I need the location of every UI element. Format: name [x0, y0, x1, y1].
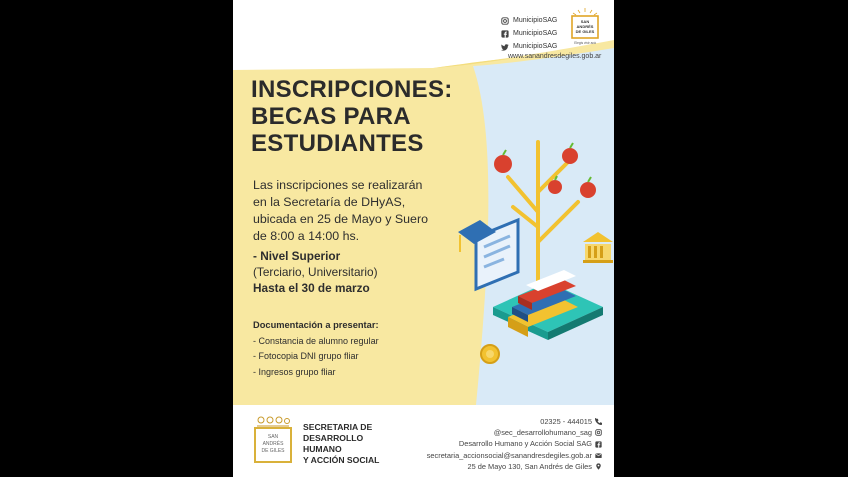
address-text: 25 de Mayo 130, San Andrés de Giles — [467, 461, 592, 471]
logo-line-1: SAN — [580, 19, 590, 24]
twitter-link[interactable] — [501, 40, 557, 53]
footer-logo — [253, 416, 293, 464]
monitor-icon — [458, 220, 518, 289]
secretaria-line-1: SECRETARIA DE — [303, 422, 373, 432]
instagram-contact-text: @sec_desarrollohumano_sag — [493, 428, 592, 438]
website-link[interactable]: www.sanandresdegiles.gob.ar — [508, 53, 602, 60]
secretaria-line-3: HUMANO — [303, 444, 342, 454]
logo-line-2: ANDRÉS — [576, 24, 594, 29]
instagram-icon — [595, 429, 602, 436]
phone-icon — [595, 418, 602, 425]
info-line-4: de 8:00 a 14:00 hs. — [253, 229, 360, 243]
secretaria-name — [303, 422, 379, 466]
info-line-1: Las inscripciones se realizarán — [253, 178, 423, 192]
nivel-label: - Nivel Superior — [253, 249, 341, 263]
logo-line-3: DE GILES — [575, 29, 595, 34]
facebook-handle: MunicipioSAG — [513, 30, 558, 37]
nivel-block — [253, 248, 378, 296]
footer — [233, 405, 614, 477]
facebook-contact-text: Desarrollo Humano y Acción Social SAG — [458, 439, 592, 449]
education-illustration — [438, 132, 613, 372]
instagram-icon — [501, 17, 509, 25]
social-links — [501, 14, 557, 53]
poster — [233, 0, 614, 477]
secretaria-line-4: Y ACCIÓN SOCIAL — [303, 455, 380, 465]
secretaria-line-2: DESARROLLO — [303, 433, 364, 443]
apple-icons — [494, 143, 596, 198]
email-contact[interactable] — [427, 450, 602, 461]
twitter-handle: MunicipioSAG — [513, 43, 558, 50]
instagram-contact[interactable] — [427, 427, 602, 438]
museum-icon — [583, 232, 613, 263]
facebook-contact[interactable] — [427, 438, 602, 449]
twitter-icon — [501, 43, 509, 51]
docs-item: - Ingresos grupo fliar — [253, 366, 336, 377]
email-address: secretaria_accionsocial@sanandresdegiles.gob.ar — [426, 450, 592, 460]
logo-caption: Elegís vivir acá — [574, 41, 596, 45]
footer-logo-line-1: SAN — [267, 434, 279, 440]
docs-item: - Constancia de alumno regular — [253, 335, 379, 346]
phone-number: 02325 - 444015 — [540, 417, 592, 426]
address-contact[interactable] — [427, 461, 602, 472]
footer-logo-line-3: DE GILES — [261, 448, 285, 454]
facebook-icon — [501, 30, 509, 38]
municipio-logo — [570, 8, 600, 50]
nivel-deadline: Hasta el 30 de marzo — [253, 281, 370, 295]
title-line-3: ESTUDIANTES — [251, 130, 424, 157]
location-pin-icon — [595, 463, 602, 470]
phone-contact[interactable] — [427, 416, 602, 427]
facebook-icon — [595, 441, 602, 448]
title-line-2: BECAS PARA — [251, 103, 411, 130]
documentation-list — [253, 318, 379, 380]
footer-logo-line-2: ANDRÉS — [262, 441, 284, 447]
docs-item: - Fotocopia DNI grupo fliar — [253, 351, 359, 361]
info-paragraph — [253, 177, 463, 245]
info-line-2: en la Secretaría de DHyAS, — [253, 195, 406, 209]
instagram-handle: MunicipioSAG — [513, 17, 558, 24]
email-icon — [595, 452, 602, 459]
info-line-3: ubicada en 25 de Mayo y Suero — [253, 212, 428, 226]
docs-heading: Documentación a presentar: — [253, 320, 379, 330]
facebook-link[interactable] — [501, 27, 557, 40]
title-line-1: INSCRIPCIONES: — [251, 76, 453, 103]
medal-icon — [481, 345, 499, 363]
footer-contacts — [427, 416, 602, 472]
page-title — [251, 76, 453, 157]
instagram-link[interactable] — [501, 14, 557, 27]
nivel-detail: (Terciario, Universitario) — [253, 265, 378, 279]
